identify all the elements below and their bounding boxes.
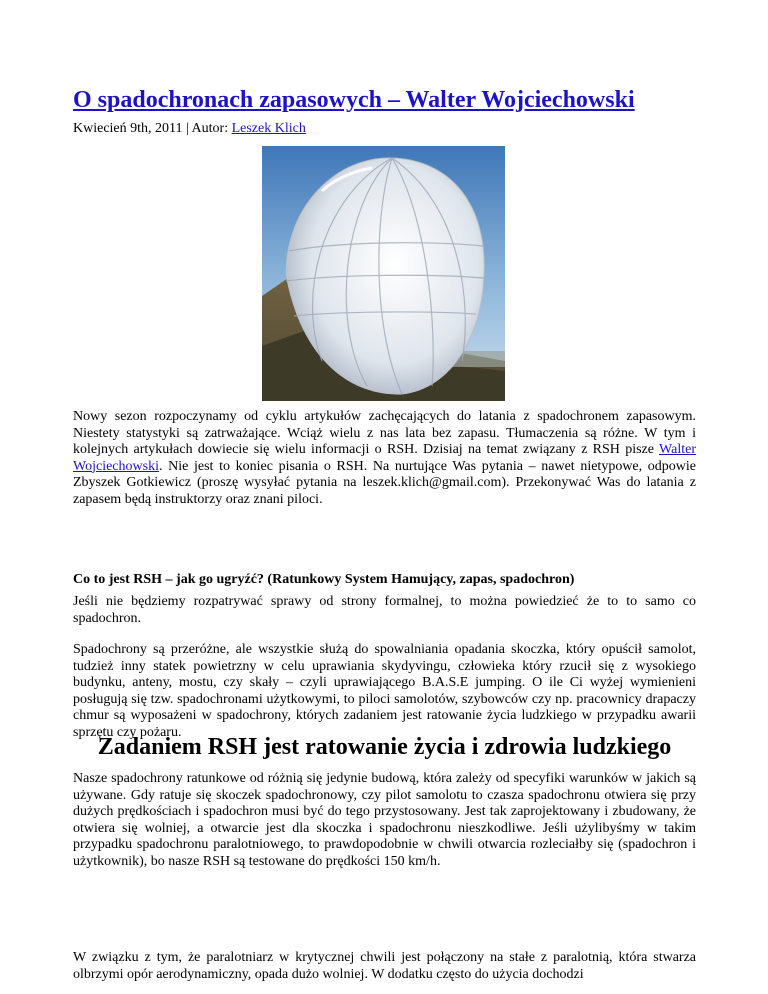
intro-text-2: . Nie jest to koniec pisania o RSH. Na nurtujące Was pytania – nawet nietypowe, odpowie Zbyszek Gotkiewicz (proszę wysyłać pytania na leszek.klich@gmail.com). Przekonywać Was do latania z zapasem będą instruktorzy oraz znani piloci.: [73, 458, 696, 507]
article-title-link[interactable]: O spadochronach zapasowych – Walter Wojciechowski: [73, 87, 635, 113]
walter-wojciechowski-link[interactable]: Walter Wojciechowski: [73, 442, 696, 474]
question-heading: Co to jest RSH – jak go ugryźć? (Ratunkowy System Hamujący, zapas, spadochron): [73, 572, 575, 587]
article-title: [73, 86, 696, 114]
section-heading: Zadaniem RSH jest ratowanie życia i zdrowia ludzkiego: [97, 734, 672, 760]
paragraph-paraglider: W związku z tym, że paralotniarz w krytycznej chwili jest połączony na stałe z paralotnią, która stwarza olbrzymi opór aerodynamiczny, opada dużo wolniej. W dodatku często do użycia dochodzi: [73, 950, 696, 982]
intro-paragraph: [73, 409, 696, 508]
post-date: Kwiecień 9th, 2011 | Autor:: [73, 121, 232, 136]
article-meta: [73, 120, 306, 138]
intro-text-1: Nowy sezon rozpoczynamy od cyklu artykułów zachęcających do latania z spadochronem zapasowym. Niestety statystyki są zatrważające. Wciąż wielu z nas lata bez zapasu. Tłumaczenia są różne. W tym i kolejnych artykułach dowiecie się wielu informacji o RSH. Dzisiaj na temat związany z RSH pisze: [73, 409, 696, 457]
paragraph-definition: Jeśli nie będziemy rozpatrywać sprawy od strony formalnej, to można powiedzieć że to to samo co spadochron.: [73, 594, 696, 626]
paragraph-rsh-construction: Nasze spadochrony ratunkowe od różnią się jedynie budową, która zależy od specyfiki warunków w jakich są używane. Gdy ratuje się skoczek spadochronowy, czy pilot samolotu to czasza spadochronu otwiera się przy dużych prędkościach i spadochron musi być do tego przystosowany. Jest tak zaprojektowany i zbudowany, że otwiera się wolniej, a otwarcie jest dla skoczka i spadochronu nieszkodliwe. Jeśli użylibyśmy w takim przypadku spadochronu paralotniowego, to prawdopodobnie w chwili otwarcia rozleciałby się (spadochron i użytkownik), bo nasze RSH są testowane do prędkości 150 km/h.: [73, 771, 696, 869]
paragraph-parachute-types: Spadochrony są przeróżne, ale wszystkie służą do spowalniania opadania skoczka, który opuścił samolot, tudzież inny statek powietrzny w celu uprawiania skydyvingu, człowieka który rzucił się z wysokiego budynku, anteny, mostu, czy skały – czyli uprawiającego B.A.S.E jumping. O ile Ci wyżej wymienieni posługują się tzw. spadochronami użytkowymi, to piloci samolotów, szybowców czy np. pracownicy drapaczy chmur są wyposażeni w spadochrony, których zadaniem jest ratowanie życia ludzkiego w przypadku awarii sprzętu czy pożaru.: [73, 642, 696, 740]
parachute-image: [262, 146, 505, 401]
author-link[interactable]: Leszek Klich: [231, 121, 306, 136]
parachute-photo: [262, 146, 505, 401]
